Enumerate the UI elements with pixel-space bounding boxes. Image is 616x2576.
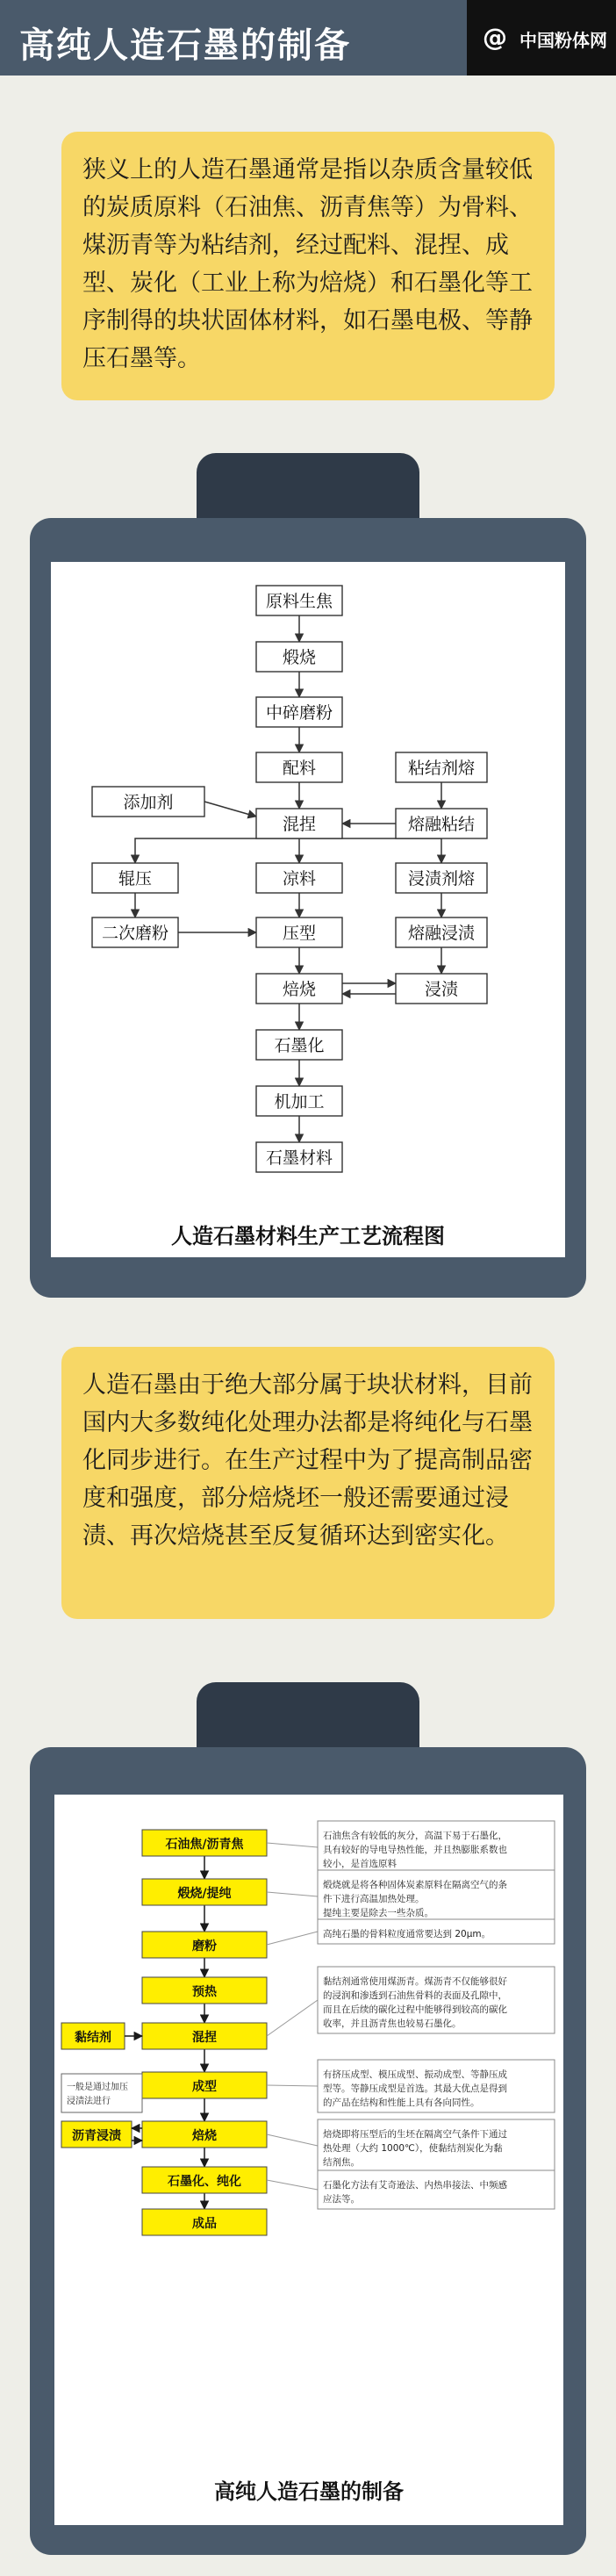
process-node-label-press: 压型 [282, 924, 317, 943]
note-line: 有挤压成型、模压成型、振动成型、等静压成 [323, 2069, 507, 2080]
step-label-6: 焙烧 [192, 2129, 217, 2143]
note-line: 应法等。 [323, 2194, 360, 2205]
note-line: 提纯主要是除去一些杂质。 [323, 1908, 433, 1918]
process-chart-caption: 人造石墨材料生产工艺流程图 [171, 1224, 445, 1248]
process-node-label-raw: 原料生焦 [265, 592, 333, 611]
step-label-1: 煅烧/提纯 [177, 1887, 232, 1901]
process-chart-paper [51, 562, 565, 1257]
middle-note: 人造石墨由于绝大部分属于块状材料，目前国内大多数纯化处理办法都是将纯化与石墨化同步进行。在生产过程中为了提高制品密度和强度，部分焙烧坯一般还需要通过浸渍、再次焙烧甚至反复循环达到密实化。 [61, 1347, 555, 1619]
note-line: 而且在后续的碳化过程中能够得到较高的碳化 [323, 2004, 507, 2015]
process-node-label-binder_melt: 粘结剂熔 [407, 759, 476, 778]
note-line: 的浸润和渗透到石油焦骨料的表面及孔隙中， [323, 1990, 507, 2001]
purity-chart-paper [54, 1795, 563, 2525]
side-note-box [61, 2074, 142, 2112]
note-connector [267, 1892, 318, 1896]
process-node-label-batch: 配料 [282, 759, 317, 778]
note-line: 黏结剂通常使用煤沥青。煤沥青不仅能够很好 [323, 1976, 507, 1987]
side-note-line-2: 浸渍法进行 [67, 2097, 111, 2106]
purity-chart-caption: 高纯人造石墨的制备 [214, 2479, 404, 2504]
step-label-3: 预热 [192, 1985, 217, 1999]
step-label-8: 成品 [192, 2217, 217, 2231]
note-line: 煅烧就是将各种固体炭素原料在隔离空气的条 [323, 1880, 507, 1890]
brand-logo-icon: @ [483, 23, 507, 52]
note-line: 结剂焦。 [323, 2157, 360, 2168]
intro-note: 狭义上的人造石墨通常是指以杂质含量较低的炭质原料（石油焦、沥青焦等）为骨料、煤沥青等为粘结剂，经过配料、混捏、成型、炭化（工业上称为焙烧）和石墨化等工序制得的块状固体材料，如石墨电极、等静压石墨等。 [61, 132, 555, 400]
process-node-label-graphitize: 石墨化 [274, 1036, 325, 1055]
process-node-label-impreg: 浸渍 [424, 980, 459, 999]
note-connector [267, 1843, 318, 1847]
process-node-label-impreg_melt: 浸渍剂熔 [407, 869, 476, 889]
purity-flowchart [54, 1795, 563, 2525]
flow-arrow [204, 802, 256, 817]
process-node-label-bake: 焙烧 [282, 980, 317, 999]
clipboard-clip-top [197, 453, 419, 518]
process-node-label-grind: 中碎磨粉 [265, 703, 333, 723]
note-line: 型等。等静压成型是首选。其最大优点是得到 [323, 2083, 507, 2094]
note-line: 较小，是首选原料 [323, 1859, 397, 1869]
binder-label: 黏结剂 [75, 2031, 111, 2045]
note-line: 热处理（大约 1000℃），使黏结剂炭化为黏 [323, 2143, 503, 2154]
process-node-label-melt_binder: 熔融粘结 [407, 815, 476, 834]
brand-block [467, 0, 616, 76]
note-line: 石油焦含有较低的灰分，高温下易于石墨化， [323, 1831, 507, 1841]
process-flowchart [51, 562, 565, 1257]
process-node-label-product: 石墨材料 [265, 1148, 333, 1168]
pitch-impreg-label: 沥青浸渍 [72, 2129, 121, 2143]
step-label-2: 磨粉 [192, 1939, 217, 1954]
process-node-label-calcine: 煅烧 [282, 648, 317, 667]
process-node-label-knead: 混捏 [282, 815, 317, 834]
note-connector [267, 2134, 318, 2146]
brand-name: 中国粉体网 [519, 30, 607, 51]
note-line: 具有较好的导电导热性能，并且热膨胀系数也 [323, 1845, 507, 1855]
flow-arrow [135, 838, 299, 863]
process-node-label-roll: 辊压 [118, 869, 153, 889]
note-line: 的产品在结构和性能上具有各向同性。 [323, 2097, 480, 2108]
header-banner [0, 0, 616, 76]
note-line: 焙烧即将压型后的生坯在隔离空气条件下通过 [323, 2129, 507, 2140]
step-label-4: 混捏 [192, 2031, 217, 2045]
note-line: 件下进行高温加热处理。 [323, 1894, 425, 1904]
note-connector [267, 2085, 318, 2086]
page-title: 高纯人造石墨的制备 [19, 25, 351, 66]
step-label-5: 成型 [192, 2080, 217, 2094]
note-line: 高纯石墨的骨料粒度通常要达到 20μm。 [323, 1929, 491, 1939]
process-node-label-melt_impreg: 熔融浸渍 [407, 924, 476, 943]
note-connector [267, 1932, 318, 1945]
clipboard-clip-bottom [197, 1682, 419, 1747]
process-node-label-additive: 添加剂 [123, 793, 174, 812]
process-node-label-second_grind: 二次磨粉 [101, 924, 169, 943]
note-connector [267, 2000, 318, 2036]
note-connector [267, 2180, 318, 2190]
flow-arrow [299, 838, 441, 863]
step-label-7: 石墨化、纯化 [168, 2175, 241, 2189]
side-note-line-1: 一般是通过加压 [67, 2083, 128, 2092]
note-line: 石墨化方法有艾奇逊法、内热串接法、中频感 [323, 2180, 507, 2191]
step-label-0: 石油焦/沥青焦 [165, 1838, 244, 1852]
process-node-label-cool: 凉料 [282, 869, 317, 889]
process-node-label-machine: 机加工 [274, 1092, 325, 1112]
note-line: 收率，并且沥青焦也较易石墨化。 [323, 2018, 462, 2029]
